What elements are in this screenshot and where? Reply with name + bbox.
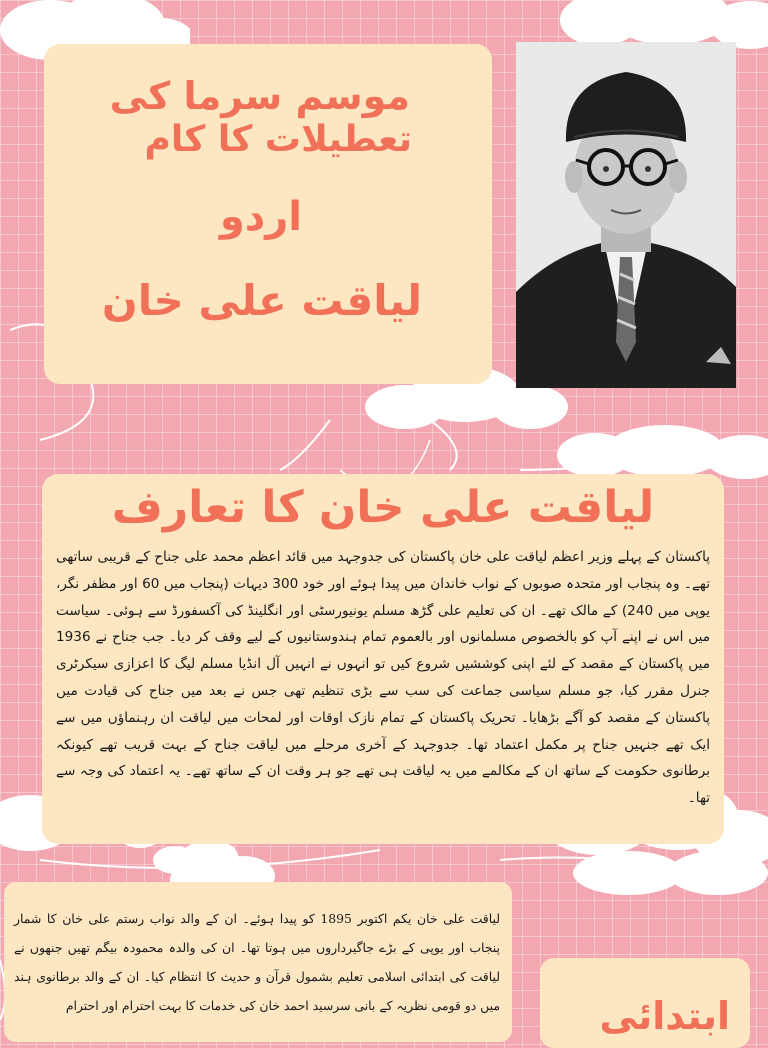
title-card [44, 44, 492, 384]
introduction-card [42, 474, 724, 844]
title-line-1: موسم سرما کی [109, 74, 410, 118]
introduction-text: پاکستان کے پہلے وزیر اعظم لیاقت علی خان پاکستان کی جدوجہد میں قائد اعظم محمد علی جناح کے قریبی ساتھی تھے۔ وہ پنجاب اور متحدہ صوبوں کے نواب خاندان میں پیدا ہوئے اور خود 300 دیہات (پنجاب میں 60 اور مظفر نگر، یوپی میں 240) کے مالک تھے۔ ان کی تعلیم علی گڑھ مسلم یونیورسٹی اور انگلینڈ کی آکسفورڈ سے ہوئی۔ سیاست میں اس نے اپنے آپ کو بالخصوص مسلمانوں اور بالعموم تمام ہندوستانیوں کے لیے وقف کر دیا۔ جب جناح نے 1936 میں پاکستان کے مقصد کے لئے اپنی کوششیں شروع کیں تو انہوں نے انہیں آل انڈیا مسلم لیگ کا اعزازی سیکرٹری جنرل مقرر کیا، جو مسلم سیاسی جماعت کی سب سے بڑی تنظیم تھی جس نے بعد میں جناح کی قیادت میں پاکستان کے مقصد کو آگے بڑھایا۔ تحریک پاکستان کے تمام نازک اوقات اور لمحات میں لیاقت ان رہنماؤں میں سے ایک تھے جنہیں جناح پر مکمل اعتماد تھا۔ جدوجہد کے آخری مرحلے میں لیاقت جناح کے بہت قریب تھے کیونکہ برطانوی حکومت کے ساتھ ان کے مکالمے میں یہ لیاقت ہی تھے جو ہر وقت ان کے ساتھ تھے۔ یہ اعتماد کی وجہ سے تھا۔ [56, 549, 710, 807]
title-line-2: تعطیلات کا کام [144, 119, 412, 160]
topic-title: لیاقت علی خان [101, 276, 422, 325]
early-life-heading: ابتدائی [599, 994, 730, 1038]
subject-title: اردو [219, 194, 302, 240]
early-life-text: لیاقت علی خان یکم اکتوبر 1895 کو پیدا ہوئے۔ ان کے والد نواب رستم علی خان کا شمار پنجاب اور یوپی کے بڑے جاگیرداروں میں ہوتا تھا۔ ان کی والدہ محمودہ بیگم تھیں جنھوں نے لیاقت کی ابتدائی اسلامی تعلیم بشمول قرآن و حدیث کا انتظام کیا۔ ان کے والد برطانوی ہند میں دو قومی نظریہ کے بانی سرسید احمد خان کی خدمات کا بہت احترام اور احترام [14, 911, 500, 1013]
portrait-photo [516, 42, 736, 388]
early-life-card [4, 882, 512, 1042]
early-life-heading-card [540, 958, 750, 1048]
introduction-heading: لیاقت علی خان کا تعارف [111, 482, 655, 533]
